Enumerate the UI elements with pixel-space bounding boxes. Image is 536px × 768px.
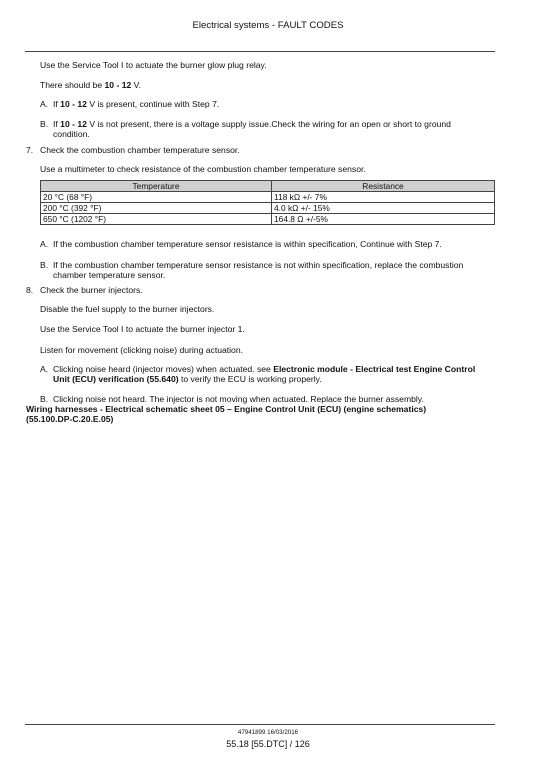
resistance-cell: 164.8 Ω +/-5% xyxy=(272,214,495,225)
cross-reference-link[interactable]: Unit (ECU) verification (55.640) xyxy=(53,374,179,384)
text-fragment: V. xyxy=(131,80,141,90)
text-fragment: to verify the ECU is working properly. xyxy=(178,374,322,384)
table-row xyxy=(41,203,495,214)
text-fragment: Clicking noise heard (injector moves) when actuated. see xyxy=(53,364,274,374)
text-fragment: If xyxy=(53,119,61,129)
step8-option-a xyxy=(53,364,475,375)
text-fragment: There should be xyxy=(40,80,105,90)
cross-reference-link[interactable]: Electronic module - Electrical test Engine Control xyxy=(273,364,476,374)
step-number: 7. xyxy=(26,145,34,155)
step8-instruction-3: Listen for movement (clicking noise) during actuation. xyxy=(40,345,244,355)
step7-option-b-cont: chamber temperature sensor. xyxy=(53,270,166,280)
table-row xyxy=(41,214,495,225)
voltage-value: 10 - 12 xyxy=(60,119,87,129)
table-header-row xyxy=(41,181,495,192)
step6-option-a xyxy=(53,99,219,110)
text-fragment: V is not present, there is a voltage supply issue.Check the wiring for an open or short to ground xyxy=(86,119,451,129)
step6-voltage-expectation xyxy=(40,80,141,91)
reference-link[interactable]: Wiring harnesses - Electrical schematic sheet 05 – Engine Control Unit (ECU) (engine schematics) xyxy=(26,404,427,414)
step7-intro: Use a multimeter to check resistance of the combustion chamber temperature sensor. xyxy=(40,164,366,174)
step-number: 8. xyxy=(26,285,34,295)
step6-option-b-cont: condition. xyxy=(53,129,90,139)
list-marker: A. xyxy=(40,239,49,249)
page-header-title: Electrical systems - FAULT CODES xyxy=(192,20,344,31)
resistance-cell: 4.0 kΩ +/- 15% xyxy=(272,203,495,214)
step8-option-a-cont xyxy=(53,374,322,385)
resistance-table xyxy=(40,180,495,225)
step8-instruction-2: Use the Service Tool I to actuate the burner injector 1. xyxy=(40,324,245,334)
text-fragment: V is present, continue with Step 7. xyxy=(86,99,220,109)
reference-link-code[interactable]: (55.100.DP-C.20.E.05) xyxy=(26,414,114,424)
list-marker: B. xyxy=(40,394,49,404)
page-number: 55.18 [55.DTC] / 126 xyxy=(226,739,310,749)
text-fragment: If xyxy=(53,99,61,109)
footer-divider xyxy=(25,724,495,725)
resistance-cell: 118 kΩ +/- 7% xyxy=(272,192,495,203)
list-marker: B. xyxy=(40,260,49,270)
voltage-value: 10 - 12 xyxy=(104,80,132,90)
step6-instruction: Use the Service Tool I to actuate the burner glow plug relay. xyxy=(40,60,267,70)
temperature-cell: 650 °C (1202 °F) xyxy=(41,214,272,225)
list-marker: A. xyxy=(40,364,49,374)
step8-instruction-1: Disable the fuel supply to the burner injectors. xyxy=(40,304,215,314)
step8-option-b: Clicking noise not heard. The injector is not moving when actuated. Replace the burner assembly. xyxy=(53,394,424,404)
step7-option-b: If the combustion chamber temperature sensor resistance is not within specification, replace the combustion xyxy=(53,260,464,270)
header-divider xyxy=(25,51,495,52)
step8-title: Check the burner injectors. xyxy=(40,285,143,295)
temperature-cell: 200 °C (392 °F) xyxy=(41,203,272,214)
list-marker: A. xyxy=(40,99,49,109)
document-reference: 47941899 16/03/2016 xyxy=(237,729,299,736)
column-header-resistance: Resistance xyxy=(272,181,495,192)
table-row xyxy=(41,192,495,203)
column-header-temperature: Temperature xyxy=(41,181,272,192)
step7-option-a: If the combustion chamber temperature sensor resistance is within specification, Continue with Step 7. xyxy=(53,239,442,249)
temperature-cell: 20 °C (68 °F) xyxy=(41,192,272,203)
step6-option-b xyxy=(53,119,451,130)
voltage-value: 10 - 12 xyxy=(60,99,87,109)
step7-title: Check the combustion chamber temperature sensor. xyxy=(40,145,240,155)
list-marker: B. xyxy=(40,119,49,129)
